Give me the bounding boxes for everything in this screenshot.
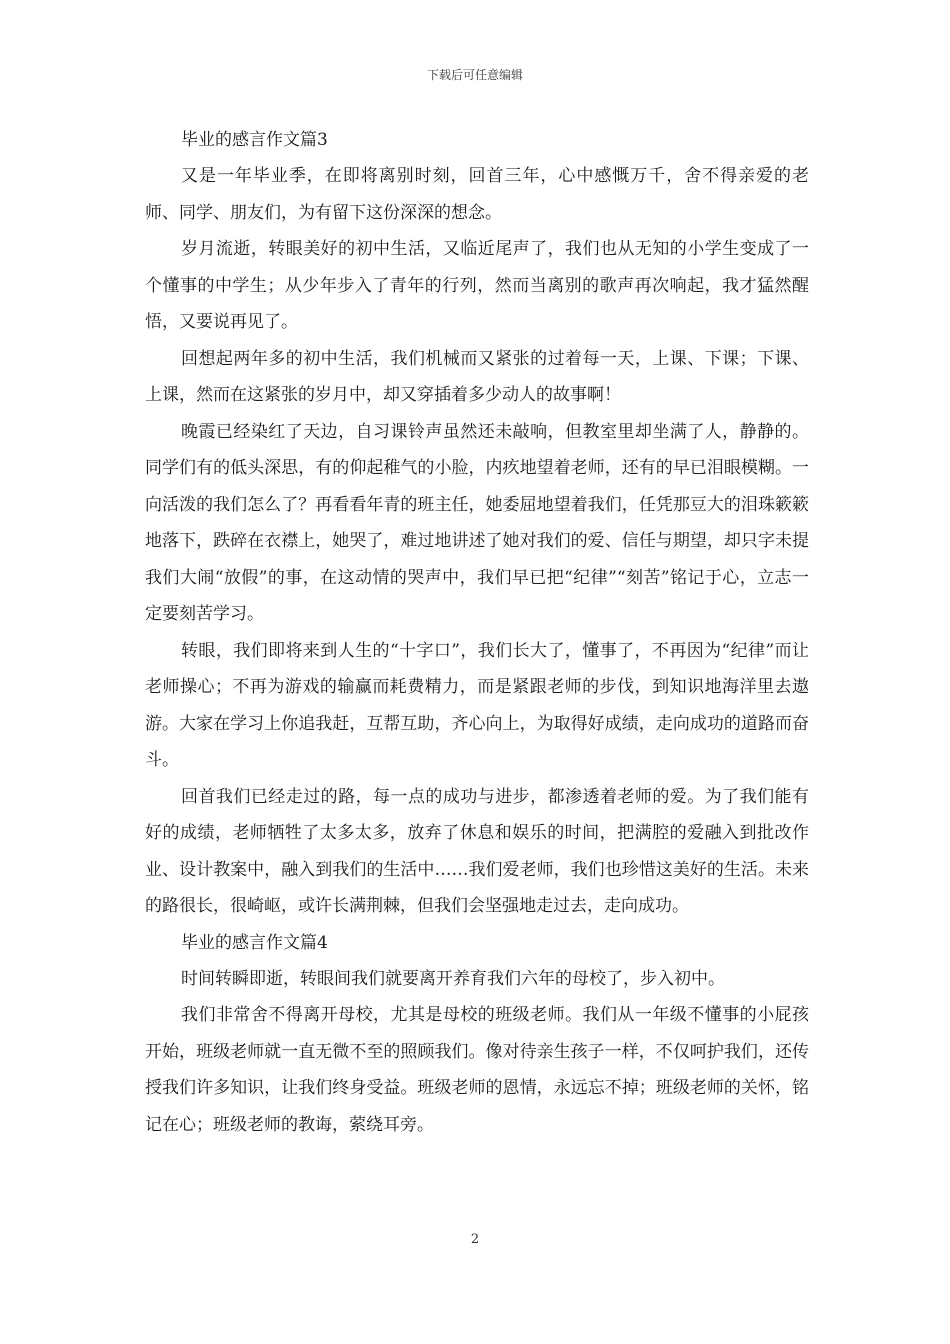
section-heading-4: 毕业的感言作文篇4: [181, 932, 328, 953]
paragraph: 我们非常舍不得离开母校，尤其是母校的班级老师。我们从一年级不懂事的小屁孩开始，班级老师就一直无微不至的照顾我们。像对待亲生孩子一样，不仅呵护我们，还传授我们许多知识，让我们终身受益。班级老师的恩情，永远忘不掉；班级老师的关怀，铭记在心；班级老师的教诲，萦绕耳旁。: [145, 1005, 809, 1135]
paragraph: 时间转瞬即逝，转眼间我们就要离开养育我们六年的母校了，步入初中。: [181, 968, 725, 989]
document-body: [145, 122, 809, 1143]
paragraph: 岁月流逝，转眼美好的初中生活，又临近尾声了，我们也从无知的小学生变成了一个懂事的中学生；从少年步入了青年的行列，然而当离别的歌声再次响起，我才猛然醒悟，又要说再见了。: [145, 239, 809, 332]
paragraph: 回想起两年多的初中生活，我们机械而又紧张的过着每一天，上课、下课；下课、上课，然而在这紧张的岁月中，却又穿插着多少动人的故事啊！: [145, 348, 809, 405]
paragraph: 又是一年毕业季，在即将离别时刻，回首三年，心中感慨万千，舍不得亲爱的老师、同学、朋友们，为有留下这份深深的想念。: [145, 166, 809, 223]
paragraph: 回首我们已经走过的路，每一点的成功与进步，都渗透着老师的爱。为了我们能有好的成绩，老师牺牲了太多太多，放弃了休息和娱乐的时间，把满腔的爱融入到批改作业、设计教案中，融入到我们的生活中……我们爱老师，我们也珍惜这美好的生活。未来的路很长，很崎岖，或许长满荆棘，但我们会坚强地走过去，走向成功。: [145, 786, 809, 916]
section-heading-3: 毕业的感言作文篇3: [181, 130, 328, 150]
page-header: 下载后可任意编辑: [426, 68, 523, 82]
paragraph: 晚霞已经染红了天边，自习课铃声虽然还未敲响，但教室里却坐满了人，静静的。同学们有的低头深思，有的仰起稚气的小脸，内疚地望着老师，还有的早已泪眼模糊。一向活泼的我们怎么了？再看看年青的班主任，她委屈地望着我们，任凭那豆大的泪珠簌簌地落下，跌碎在衣襟上，她哭了，难过地讲述了她对我们的爱、信任与期望，却只字未提我们大闹“放假”的事，在这动情的哭声中，我们早已把“纪律”“刻苦”铭记于心，立志一定要刻苦学习。: [145, 421, 809, 624]
page-number: 2: [470, 1232, 480, 1247]
paragraph: 转眼，我们即将来到人生的“十字口”，我们长大了，懂事了，不再因为“纪律”而让老师操心；不再为游戏的输赢而耗费精力，而是紧跟老师的步伐，到知识地海洋里去遨游。大家在学习上你追我赶，互帮互助，齐心向上，为取得好成绩，走向成功的道路而奋斗。: [145, 640, 809, 770]
